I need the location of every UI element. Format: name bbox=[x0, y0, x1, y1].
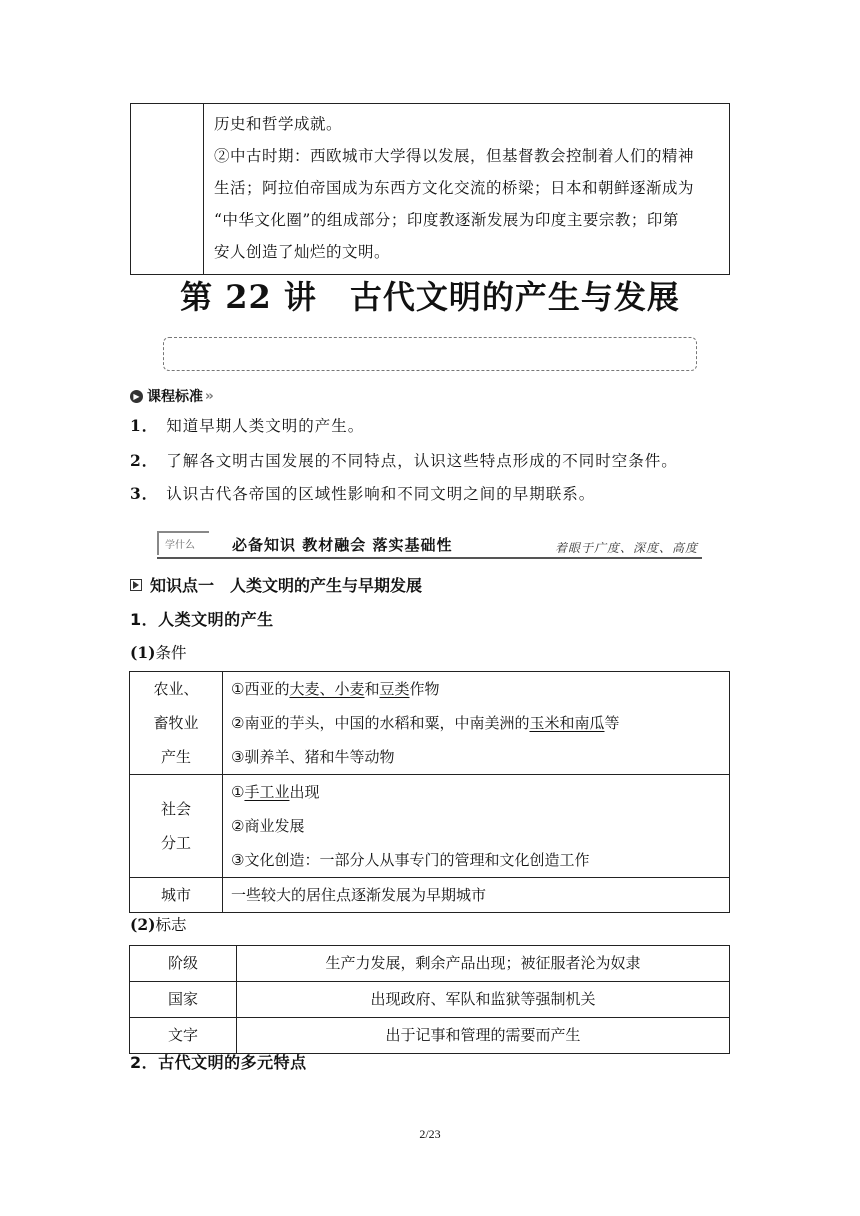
subsection-heading bbox=[130, 641, 186, 663]
row-label-cell: 文字 bbox=[130, 1018, 237, 1054]
section-heading: 2．古代文明的多元特点 bbox=[130, 1053, 307, 1072]
row-label-cell bbox=[130, 672, 223, 775]
row-label-cell: 国家 bbox=[130, 982, 237, 1018]
text-span: ①西亚的 bbox=[231, 680, 290, 698]
underlined-term: 南瓜 bbox=[574, 714, 605, 732]
row-value-cell: 生产力发展，剩余产品出现；被征服者沦为奴隶 bbox=[237, 946, 730, 982]
row-value-cell bbox=[223, 775, 730, 878]
subsection-text: 标志 bbox=[155, 916, 187, 934]
carryover-table bbox=[130, 103, 730, 275]
label-line: 产生 bbox=[160, 748, 191, 766]
table-row bbox=[130, 672, 730, 775]
underlined-term: 玉米 bbox=[529, 714, 560, 732]
underlined-term: 大麦 bbox=[289, 680, 320, 698]
knowledge-point-heading bbox=[130, 573, 422, 596]
signs-table bbox=[129, 945, 730, 1054]
carryover-line: 安人创造了灿烂的文明。 bbox=[214, 243, 391, 261]
circle-play-icon: ▶ bbox=[130, 390, 143, 403]
section-banner bbox=[157, 531, 702, 561]
standards-heading bbox=[130, 386, 212, 406]
label-line: 畜牧业 bbox=[153, 714, 199, 732]
row-label-cell: 阶级 bbox=[130, 946, 237, 982]
text-span: ① bbox=[231, 783, 245, 801]
subsection-number: (2) bbox=[130, 915, 156, 934]
label-line: 社会 bbox=[160, 800, 191, 818]
standard-text: 知道早期人类文明的产生。 bbox=[166, 417, 365, 435]
carryover-left-cell bbox=[131, 104, 204, 275]
banner-divider bbox=[157, 557, 702, 559]
standards-heading-label: 课程标准 bbox=[147, 389, 203, 405]
subsection-heading bbox=[130, 913, 186, 935]
table-row bbox=[130, 946, 730, 982]
label-line: 农业、 bbox=[153, 680, 199, 698]
value-line bbox=[231, 706, 729, 740]
table-row bbox=[130, 982, 730, 1018]
conditions-table bbox=[129, 671, 730, 913]
underlined-term: 手工业 bbox=[244, 783, 290, 801]
banner-title: 必备知识 教材融会 落实基础性 bbox=[232, 536, 453, 554]
row-value-cell: 一些较大的居住点逐渐发展为早期城市 bbox=[223, 878, 730, 913]
text-span: ②南亚的芋头，中国的水稻和粟，中南美洲的 bbox=[231, 714, 530, 732]
dashed-placeholder-box bbox=[163, 337, 697, 371]
row-value-cell: 出于记事和管理的需要而产生 bbox=[237, 1018, 730, 1054]
underlined-term: 小麦 bbox=[334, 680, 365, 698]
subsection-number: (1) bbox=[130, 643, 156, 662]
text-span: 和 bbox=[559, 714, 575, 732]
standard-item bbox=[130, 414, 364, 436]
text-span: 和 bbox=[364, 680, 380, 698]
section-heading: 1．人类文明的产生 bbox=[130, 610, 274, 629]
carryover-line: “中华文化圈”的组成部分；印度教逐渐发展为印度主要宗教；印第 bbox=[214, 211, 679, 229]
carryover-line: 历史和哲学成就。 bbox=[214, 115, 343, 133]
double-chevron-icon: ›› bbox=[205, 388, 212, 404]
carryover-line: 生活；阿拉伯帝国成为东西方文化交流的桥梁；日本和朝鲜逐渐成为 bbox=[214, 179, 695, 197]
standard-text: 了解各文明古国发展的不同特点，认识这些特点形成的不同时空条件。 bbox=[166, 452, 678, 470]
subsection-text: 条件 bbox=[155, 644, 187, 662]
table-row bbox=[130, 775, 730, 878]
table-row bbox=[130, 878, 730, 913]
banner-logo: 学什么 bbox=[157, 531, 209, 555]
table-row bbox=[130, 1018, 730, 1054]
text-span: 、 bbox=[319, 680, 335, 698]
standard-number: 3． bbox=[130, 484, 159, 503]
value-line bbox=[231, 775, 729, 809]
text-span: 作物 bbox=[409, 680, 440, 698]
underlined-term: 豆类 bbox=[379, 680, 410, 698]
standard-number: 1． bbox=[130, 416, 159, 435]
label-line: 分工 bbox=[160, 834, 191, 852]
text-span: 等 bbox=[604, 714, 620, 732]
value-line: ②商业发展 bbox=[231, 817, 305, 835]
row-label-cell: 城市 bbox=[130, 878, 223, 913]
standard-item bbox=[130, 482, 595, 504]
standard-item bbox=[130, 449, 678, 471]
banner-tagline: 着眼于广度、深度、高度 bbox=[554, 541, 698, 555]
standard-number: 2． bbox=[130, 451, 159, 470]
standard-text: 认识古代各帝国的区域性影响和不同文明之间的早期联系。 bbox=[166, 485, 596, 503]
value-line: ③驯养羊、猪和牛等动物 bbox=[231, 748, 395, 766]
row-value-cell bbox=[223, 672, 730, 775]
knowledge-point-label: 知识点一 人类文明的产生与早期发展 bbox=[150, 576, 423, 595]
carryover-line: ②中古时期：西欧城市大学得以发展，但基督教会控制着人们的精神 bbox=[214, 147, 695, 165]
page-number: 2/23 bbox=[419, 1127, 441, 1141]
carryover-right-cell bbox=[204, 104, 730, 275]
lecture-title: 第 22 讲 古代文明的产生与发展 bbox=[180, 278, 680, 316]
triangle-play-icon bbox=[130, 579, 142, 591]
value-line: ③文化创造：一部分人从事专门的管理和文化创造工作 bbox=[231, 851, 590, 869]
row-label-cell bbox=[130, 775, 223, 878]
value-line bbox=[231, 672, 729, 706]
text-span: 出现 bbox=[289, 783, 320, 801]
row-value-cell: 出现政府、军队和监狱等强制机关 bbox=[237, 982, 730, 1018]
